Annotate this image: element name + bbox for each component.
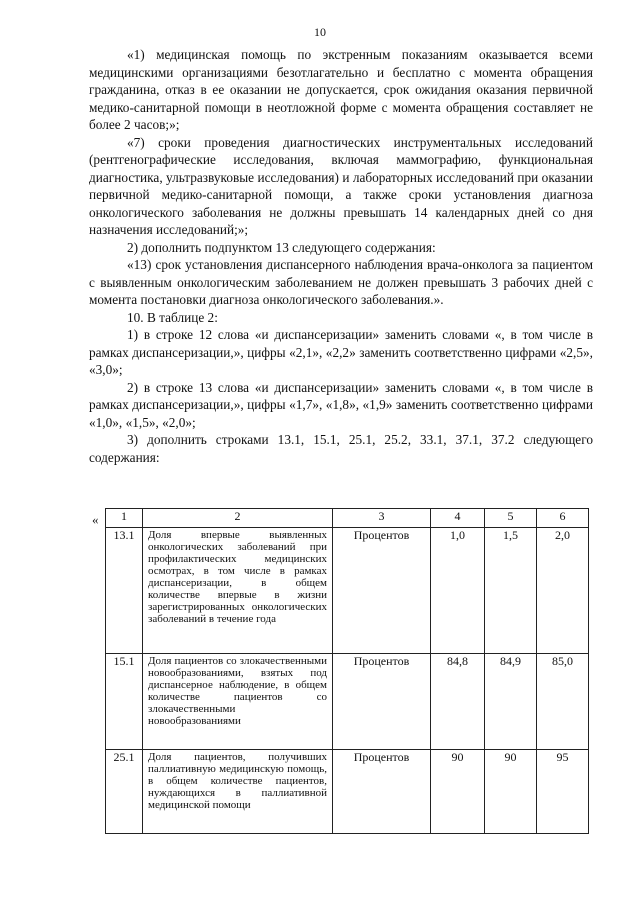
row-value-col-6: 85,0: [537, 654, 589, 750]
paragraph-table-2: 10. В таблице 2:: [127, 309, 218, 325]
header-col-6: 6: [537, 509, 589, 528]
paragraph-item-1-amendment: «1) медицинская помощь по экстренным показаниям оказывается всеми медицинскими организациями безотлагательно и бесплатно с момента обращения гражданина, отказ в ее оказании не допускается, срок ожидания оказания первичной медико-санитарной помощи в неотложной форме с момента обращения составляет не более 2 часов;»;: [89, 47, 593, 132]
table-row: [106, 654, 589, 750]
indicators-table: [105, 508, 589, 834]
row-number: 25.1: [106, 750, 143, 834]
row-description: Доля пациентов со злокачественными новообразованиями, взятых под диспансерное наблюдение, в общем количестве пациентов со злокачественными новообразованиями: [143, 654, 333, 750]
row-value-col-5: 1,5: [485, 528, 537, 654]
table-open-quote: «: [92, 512, 99, 527]
document-body: [89, 46, 593, 466]
page-number: 10: [314, 25, 326, 39]
row-description: Доля впервые выявленных онкологических заболеваний при профилактических медицинских осмотрах, в том числе в рамках диспансеризации, в общем количестве впервые в жизни зарегистрированных онкологических заболеваний в течение года: [143, 528, 333, 654]
paragraph-item-13-text: «13) срок установления диспансерного наблюдения врача-онколога за пациентом с выявленным онкологическим заболеванием не должен превышать 3 рабочих дней с момента постановки диагноза онкологического заболевания.».: [89, 257, 593, 307]
row-unit: Процентов: [333, 528, 431, 654]
row-number: 15.1: [106, 654, 143, 750]
row-value-col-6: 95: [537, 750, 589, 834]
row-value-col-5: 90: [485, 750, 537, 834]
header-col-4: 4: [431, 509, 485, 528]
table-header-row: [106, 509, 589, 528]
header-col-3: 3: [333, 509, 431, 528]
header-col-5: 5: [485, 509, 537, 528]
row-value-col-4: 1,0: [431, 528, 485, 654]
paragraph-row-13: 2) в строке 13 слова «и диспансеризации» заменить словами «, в том числе в рамках диспансеризации,», цифры «1,7», «1,8», «1,9» заменить соответственно цифрами «1,0», «1,5», «2,0»;: [89, 379, 593, 430]
header-col-2: 2: [143, 509, 333, 528]
paragraph-add-rows: 3) дополнить строками 13.1, 15.1, 25.1, 25.2, 33.1, 37.1, 37.2 следующего содержания:: [89, 432, 593, 465]
table-row: [106, 750, 589, 834]
row-value-col-4: 84,8: [431, 654, 485, 750]
paragraph-add-13: 2) дополнить подпунктом 13 следующего содержания:: [127, 239, 436, 255]
row-value-col-4: 90: [431, 750, 485, 834]
row-number: 13.1: [106, 528, 143, 654]
row-unit: Процентов: [333, 750, 431, 834]
paragraph-row-12: 1) в строке 12 слова «и диспансеризации» заменить словами «, в том числе в рамках диспансеризации,», цифры «2,1», «2,2» заменить соответственно цифрами «2,5», «3,0»;: [89, 327, 593, 377]
row-description: Доля пациентов, получивших паллиативную медицинскую помощь, в общем количестве пациентов, нуждающихся в паллиативной медицинской помощи: [143, 750, 333, 834]
row-value-col-5: 84,9: [485, 654, 537, 750]
table-row: [106, 528, 589, 654]
paragraph-item-7-amendment: «7) сроки проведения диагностических инструментальных исследований (рентгенографические исследования, включая маммографию, функциональная диагностика, ультразвуковые исследования) и лабораторных исследований при оказании первичной медико-санитарной помощи, а также сроки установления диагноза онкологического заболевания не должны превышать 14 календарных дней со дня назначения исследований;»;: [89, 134, 593, 237]
row-unit: Процентов: [333, 654, 431, 750]
header-col-1: 1: [106, 509, 143, 528]
row-value-col-6: 2,0: [537, 528, 589, 654]
